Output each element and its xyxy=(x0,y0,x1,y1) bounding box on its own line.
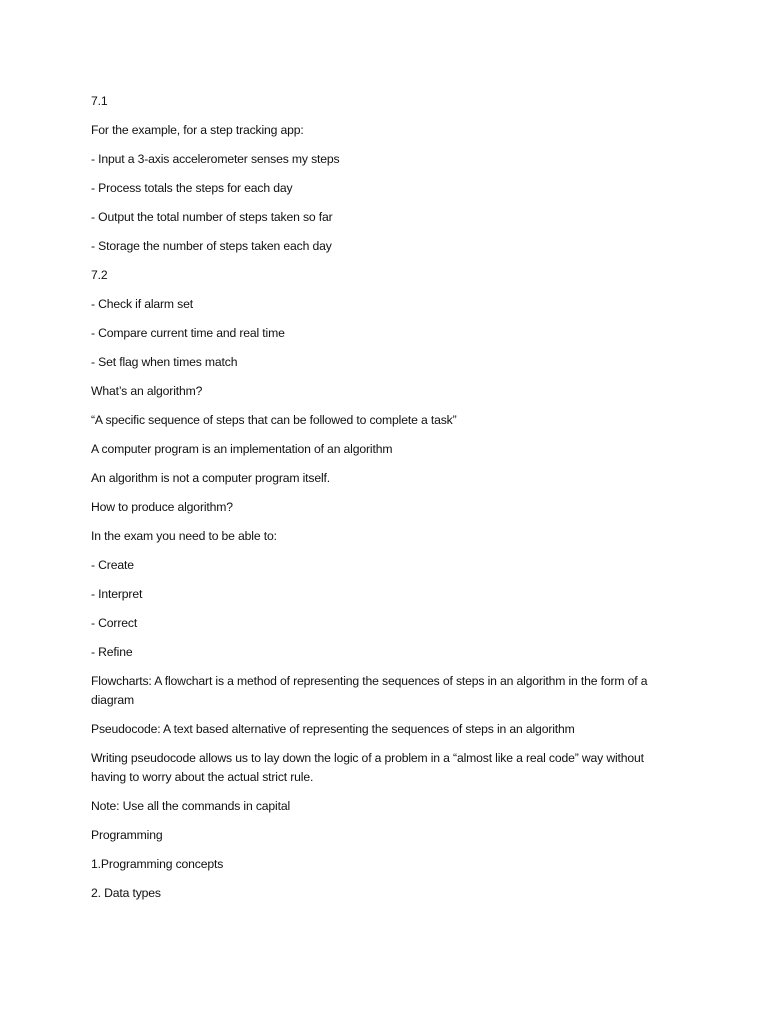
list-item: - Compare current time and real time xyxy=(91,326,285,340)
document-body xyxy=(91,92,681,913)
paragraph: A computer program is an implementation of an algorithm xyxy=(91,442,393,456)
list-item: - Set flag when times match xyxy=(91,355,238,369)
section-number-7-2: 7.2 xyxy=(91,268,108,282)
programming-heading: Programming xyxy=(91,828,163,842)
paragraph: In the exam you need to be able to: xyxy=(91,529,277,543)
definition-quote: “A specific sequence of steps that can be followed to complete a task” xyxy=(91,413,457,427)
list-item: - Output the total number of steps taken so far xyxy=(91,210,333,224)
question-heading: How to produce algorithm? xyxy=(91,500,233,514)
section-number-7-1: 7.1 xyxy=(91,94,108,108)
list-item: 2. Data types xyxy=(91,886,161,900)
paragraph: An algorithm is not a computer program itself. xyxy=(91,471,330,485)
list-item: - Storage the number of steps taken each day xyxy=(91,239,332,253)
list-item: - Check if alarm set xyxy=(91,297,193,311)
example-intro: For the example, for a step tracking app: xyxy=(91,123,304,137)
list-item: - Process totals the steps for each day xyxy=(91,181,293,195)
question-heading: What’s an algorithm? xyxy=(91,384,203,398)
list-item: - Correct xyxy=(91,616,138,630)
flowcharts-definition: Flowcharts: A flowchart is a method of representing the sequences of steps in an algorithm in the form of a diagram xyxy=(91,674,648,707)
list-item: - Refine xyxy=(91,645,133,659)
list-item: 1.Programming concepts xyxy=(91,857,224,871)
pseudocode-explanation: Writing pseudocode allows us to lay down the logic of a problem in a “almost like a real code” way without having to worry about the actual strict rule. xyxy=(91,751,644,784)
list-item: - Create xyxy=(91,558,134,572)
note: Note: Use all the commands in capital xyxy=(91,799,291,813)
list-item: - Interpret xyxy=(91,587,143,601)
list-item: - Input a 3-axis accelerometer senses my steps xyxy=(91,152,340,166)
pseudocode-definition: Pseudocode: A text based alternative of representing the sequences of steps in an algorithm xyxy=(91,722,575,736)
